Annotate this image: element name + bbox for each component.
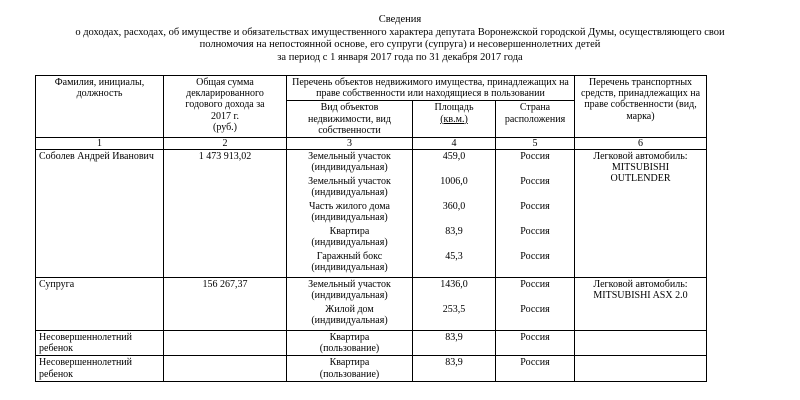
object-ownership: (индивидуальная) bbox=[311, 187, 388, 199]
person-name: Соболев Андрей Иванович bbox=[36, 150, 164, 278]
object-country: Россия bbox=[520, 251, 550, 263]
object-type: Часть жилого дома bbox=[308, 201, 390, 213]
header-type: Вид объектов недвижимости, вид собственности bbox=[287, 101, 413, 138]
vehicle-line: Легковой автомобиль: bbox=[593, 279, 688, 291]
object-area: 253,5 bbox=[442, 304, 466, 316]
header-vehicles: Перечень транспортных средств, принадлежащих на праве собственности (вид, марка) bbox=[575, 76, 707, 138]
object-type: Квартира bbox=[329, 226, 370, 238]
document-header bbox=[0, 14, 800, 64]
object-type: Земельный участок bbox=[308, 151, 391, 163]
object-entry bbox=[290, 176, 409, 201]
object-entry bbox=[290, 151, 409, 176]
object-ownership: (индивидуальная) bbox=[311, 290, 388, 302]
object-entry bbox=[287, 356, 413, 381]
object-area: 1436,0 bbox=[440, 279, 468, 291]
object-ownership: (индивидуальная) bbox=[311, 162, 388, 174]
column-number: 3 bbox=[287, 138, 413, 150]
vehicle-line: MITSUBISHI bbox=[611, 162, 670, 174]
income-value: 156 267,37 bbox=[164, 278, 287, 331]
header-area-line: Площадь bbox=[434, 102, 474, 114]
object-country: Россия bbox=[520, 176, 550, 188]
object-area: 459,0 bbox=[442, 151, 466, 163]
object-ownership: (индивидуальная) bbox=[311, 237, 388, 249]
object-type: Жилой дом bbox=[325, 304, 374, 316]
object-country: Россия bbox=[520, 226, 550, 238]
header-income-line: Общая сумма bbox=[196, 77, 254, 88]
object-type: Квартира bbox=[329, 357, 370, 369]
column-number: 5 bbox=[496, 138, 575, 150]
object-country: Россия bbox=[496, 331, 575, 356]
object-entry bbox=[287, 331, 413, 356]
header-realty: Перечень объектов недвижимого имущества, принадлежащих на праве собственности или находящиеся в пользовании bbox=[287, 76, 575, 101]
object-type: Земельный участок bbox=[308, 279, 391, 291]
object-entry bbox=[290, 304, 409, 329]
object-country: Россия bbox=[520, 151, 550, 163]
object-areas bbox=[413, 278, 496, 331]
header-income-line: 2017 г. bbox=[211, 110, 239, 122]
person-name: Несовершеннолетний ребенок bbox=[36, 356, 164, 381]
header-name: Фамилия, инициалы, должность bbox=[36, 76, 164, 138]
object-countries bbox=[496, 278, 575, 331]
object-entry bbox=[290, 201, 409, 226]
object-ownership: (пользование) bbox=[319, 368, 380, 380]
income-value bbox=[164, 356, 287, 381]
object-country: Россия bbox=[496, 356, 575, 381]
object-areas bbox=[413, 150, 496, 278]
income-value bbox=[164, 331, 287, 356]
vehicle-line: MITSUBISHI ASX 2.0 bbox=[593, 290, 688, 302]
document-period: за период с 1 января 2017 года по 31 декабря 2017 года bbox=[277, 51, 523, 63]
document-subtitle-line-2: полномочия на непостоянной основе, его супруги (супруга) и несовершеннолетних детей bbox=[199, 39, 601, 51]
object-entry bbox=[290, 226, 409, 251]
vehicle-info bbox=[575, 356, 707, 381]
object-type: Гаражный бокс bbox=[316, 251, 383, 263]
object-area: 1006,0 bbox=[440, 176, 468, 188]
table-row bbox=[36, 356, 707, 381]
object-area: 45,3 bbox=[445, 251, 463, 263]
object-ownership: (индивидуальная) bbox=[311, 262, 388, 274]
vehicle-info bbox=[575, 278, 707, 331]
object-area: 83,9 bbox=[413, 356, 496, 381]
header-income-line: декларированного bbox=[186, 88, 264, 100]
object-ownership: (пользование) bbox=[319, 343, 380, 355]
vehicle-info bbox=[575, 331, 707, 356]
object-ownership: (индивидуальная) bbox=[311, 212, 388, 224]
header-income-line: (руб.) bbox=[213, 121, 237, 133]
object-countries bbox=[496, 150, 575, 278]
vehicle-info bbox=[575, 150, 707, 278]
header-area-unit: (кв.м.) bbox=[440, 113, 468, 125]
object-entry bbox=[290, 251, 409, 276]
object-types bbox=[287, 278, 413, 331]
person-name: Несовершеннолетний ребенок bbox=[36, 331, 164, 356]
income-value: 1 473 913,02 bbox=[164, 150, 287, 278]
column-number: 1 bbox=[36, 138, 164, 150]
declaration-table bbox=[35, 75, 707, 382]
object-country: Россия bbox=[520, 279, 550, 291]
object-area: 360,0 bbox=[442, 201, 466, 213]
column-number: 2 bbox=[164, 138, 287, 150]
table-row bbox=[36, 331, 707, 356]
header-country: Страна расположения bbox=[496, 101, 575, 138]
object-ownership: (индивидуальная) bbox=[311, 315, 388, 327]
object-type: Земельный участок bbox=[308, 176, 391, 188]
object-area: 83,9 bbox=[413, 331, 496, 356]
object-entry bbox=[290, 279, 409, 304]
document-subtitle-line-1: о доходах, расходах, об имуществе и обязательствах имущественного характера депутата Воронежской городской Думы, осуществляющего свои bbox=[75, 26, 725, 38]
table-row bbox=[36, 150, 707, 278]
column-number: 4 bbox=[413, 138, 496, 150]
column-number-row bbox=[36, 138, 707, 150]
header-income bbox=[164, 76, 287, 138]
object-country: Россия bbox=[520, 201, 550, 213]
object-types bbox=[287, 150, 413, 278]
person-name: Супруга bbox=[36, 278, 164, 331]
header-row bbox=[36, 76, 707, 101]
vehicle-line: Легковой автомобиль: bbox=[593, 151, 688, 163]
object-type: Квартира bbox=[329, 332, 370, 344]
object-country: Россия bbox=[520, 304, 550, 316]
header-area bbox=[413, 101, 496, 138]
document-title: Сведения bbox=[378, 14, 422, 25]
vehicle-line: OUTLENDER bbox=[610, 173, 671, 185]
object-area: 83,9 bbox=[445, 226, 463, 238]
table-row bbox=[36, 278, 707, 331]
column-number: 6 bbox=[575, 138, 707, 150]
header-income-line: годового дохода за bbox=[185, 99, 265, 111]
